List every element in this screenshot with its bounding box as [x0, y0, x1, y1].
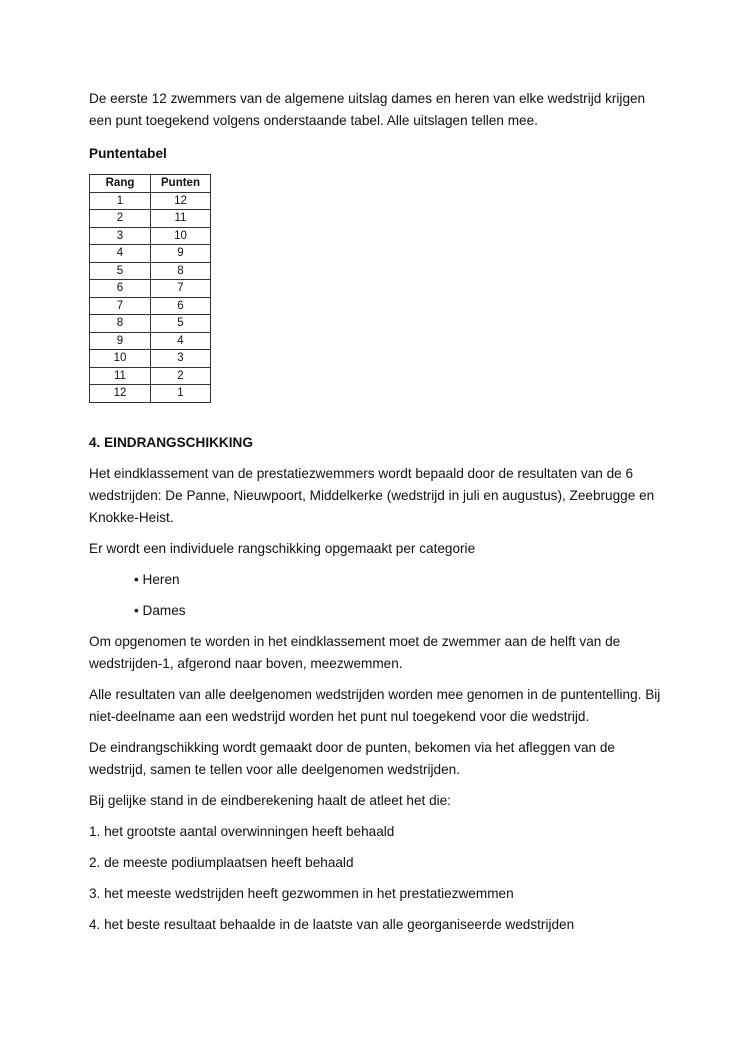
points-cell: 4: [151, 332, 211, 350]
rank-cell: 1: [90, 192, 151, 210]
rank-cell: 4: [90, 245, 151, 263]
table-row: [90, 192, 211, 210]
points-cell: 6: [151, 297, 211, 315]
paragraph-eligibility: Om opgenomen te worden in het eindklassement moet de zwemmer aan de helft van de wedstrijden-1, afgerond naar boven, meezwemmen.: [89, 633, 621, 671]
paragraph-standings: Het eindklassement van de prestatiezwemmers wordt bepaald door de resultaten van de 6 wedstrijden: De Panne, Nieuwpoort, Middelkerke (wedstrijd in juli en augustus), Zeebrugge en Knokke-Heist.: [89, 465, 655, 525]
rank-cell: 2: [90, 210, 151, 228]
table-row: [90, 297, 211, 315]
points-cell: 5: [151, 315, 211, 333]
table-header-row: [90, 175, 211, 193]
table-row: [90, 262, 211, 280]
points-cell: 9: [151, 245, 211, 263]
rank-cell: 6: [90, 280, 151, 298]
table-row: [90, 367, 211, 385]
tiebreaker-item: 4. het beste resultaat behaalde in de laatste van alle georganiseerde wedstrijden: [89, 916, 575, 932]
points-cell: 11: [151, 210, 211, 228]
rank-cell: 11: [90, 367, 151, 385]
rank-cell: 8: [90, 315, 151, 333]
column-header-rang: Rang: [90, 175, 151, 193]
intro-paragraph: De eerste 12 zwemmers van de algemene uitslag dames en heren van elke wedstrijd krijgen een punt toegekend volgens onderstaande tabel. Alle uitslagen tellen mee.: [89, 91, 646, 128]
table-row: [90, 227, 211, 245]
table-row: [90, 332, 211, 350]
table-row: [90, 245, 211, 263]
points-cell: 3: [151, 350, 211, 368]
points-cell: 7: [151, 280, 211, 298]
table-row: [90, 280, 211, 298]
points-cell: 1: [151, 385, 211, 403]
rank-cell: 3: [90, 227, 151, 245]
table-title: Puntentabel: [89, 146, 167, 161]
points-cell: 8: [151, 262, 211, 280]
section-title: 4. EINDRANGSCHIKKING: [89, 434, 253, 450]
tiebreaker-item: 2. de meeste podiumplaatsen heeft behaald: [89, 854, 354, 870]
rank-cell: 5: [90, 262, 151, 280]
rank-cell: 9: [90, 332, 151, 350]
points-cell: 10: [151, 227, 211, 245]
points-cell: 12: [151, 192, 211, 210]
table-row: [90, 210, 211, 228]
tiebreaker-item: 1. het grootste aantal overwinningen heeft behaald: [89, 823, 395, 839]
rank-cell: 12: [90, 385, 151, 403]
table-row: [90, 385, 211, 403]
column-header-punten: Punten: [151, 175, 211, 193]
points-table: [89, 174, 211, 403]
document-page: [89, 88, 669, 945]
bullet-item-heren: • Heren: [134, 571, 180, 587]
paragraph-categories: Er wordt een individuele rangschikking opgemaakt per categorie: [89, 540, 476, 556]
paragraph-ranking: De eindrangschikking wordt gemaakt door de punten, bekomen via het afleggen van de wedstrijd, samen te tellen voor alle deelgenomen wedstrijden.: [89, 739, 615, 777]
tiebreaker-item: 3. het meeste wedstrijden heeft gezwommen in het prestatiezwemmen: [89, 885, 514, 901]
rank-cell: 7: [90, 297, 151, 315]
points-cell: 2: [151, 367, 211, 385]
table-row: [90, 315, 211, 333]
paragraph-results: Alle resultaten van alle deelgenomen wedstrijden worden mee genomen in de puntentelling. Bij niet-deelname aan een wedstrijd worden het punt nul toegekend voor die wedstrijd.: [89, 686, 661, 724]
bullet-item-dames: • Dames: [134, 602, 186, 618]
table-row: [90, 350, 211, 368]
rank-cell: 10: [90, 350, 151, 368]
paragraph-tie-intro: Bij gelijke stand in de eindberekening haalt de atleet het die:: [89, 792, 451, 808]
